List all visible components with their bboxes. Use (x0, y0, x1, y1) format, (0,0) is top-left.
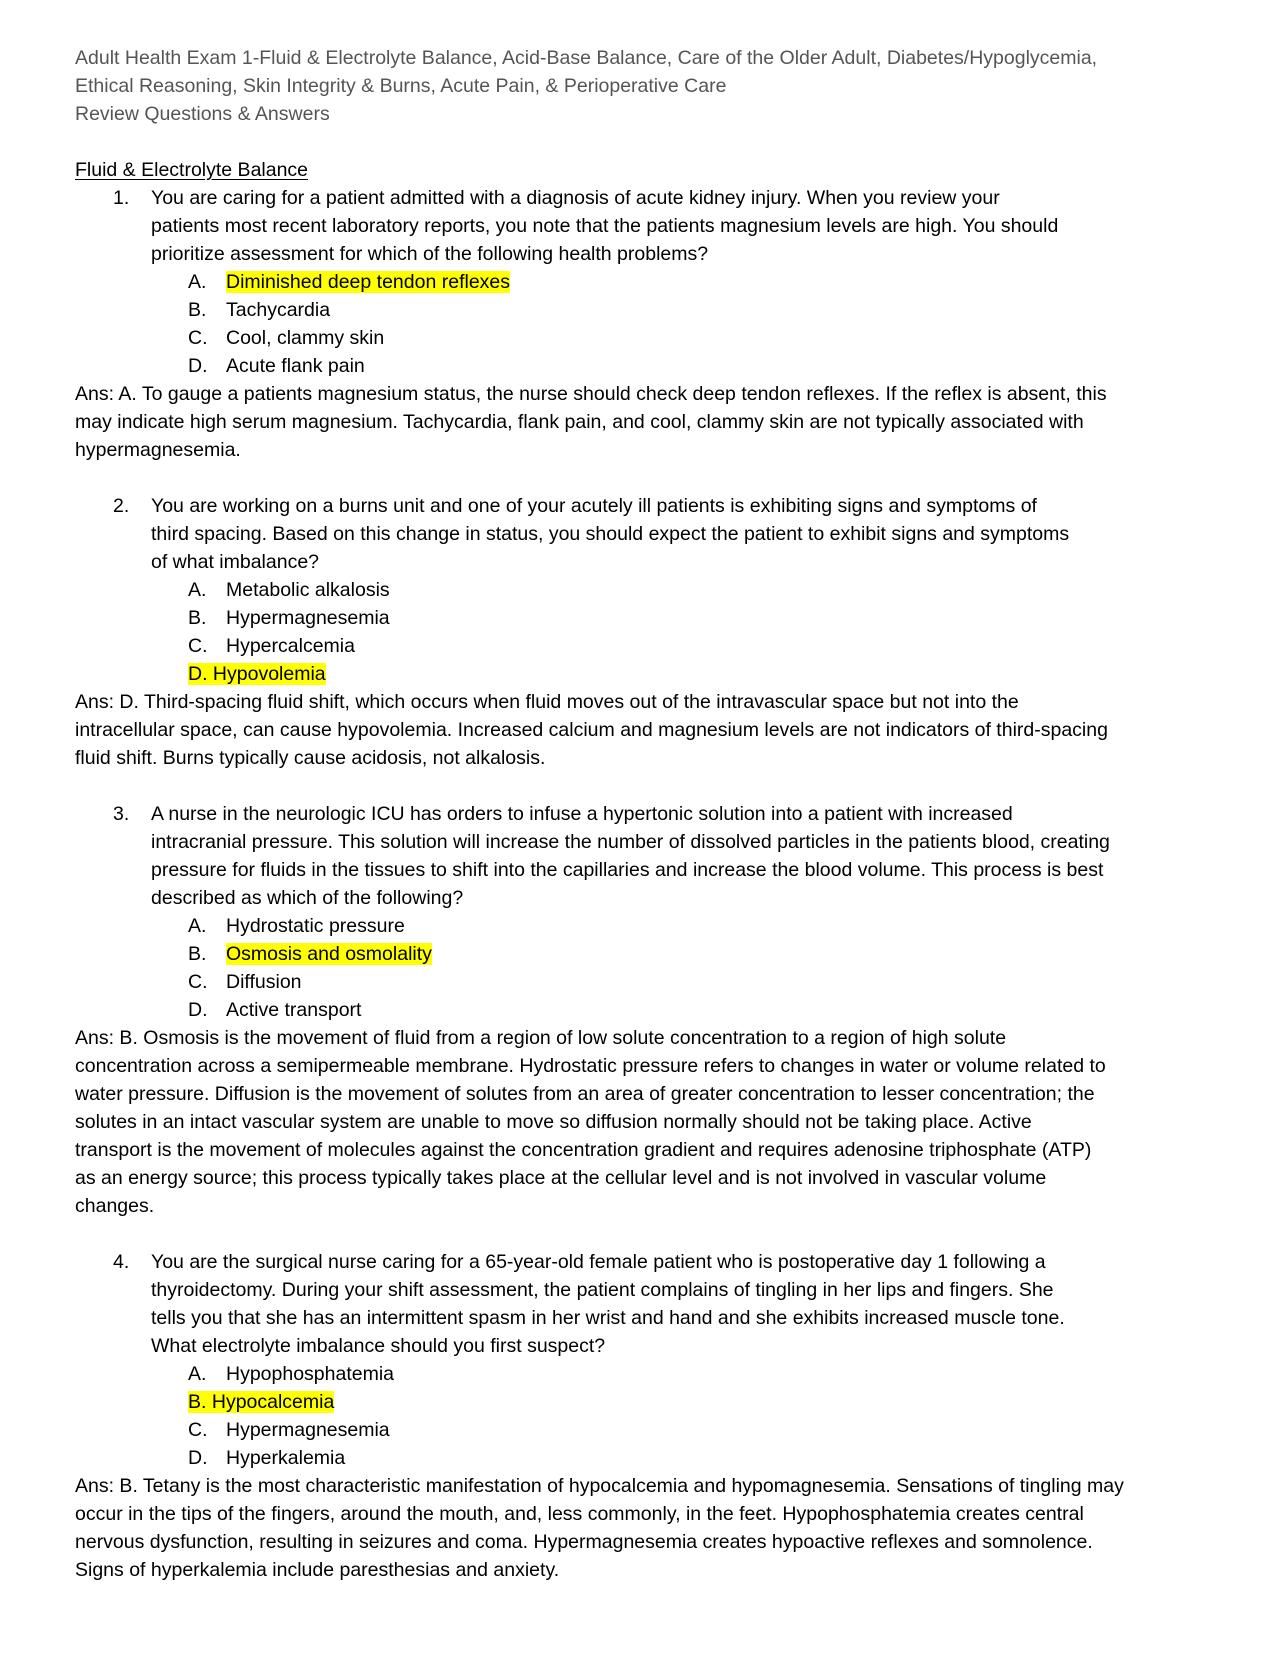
stem-line: prioritize assessment for which of the following health problems? (151, 243, 709, 265)
option-text: Hypophosphatemia (226, 1363, 395, 1385)
stem-line: You are caring for a patient admitted with a diagnosis of acute kidney injury. When you review your (151, 187, 1000, 209)
option-text-highlighted (188, 663, 326, 685)
question-stem (75, 1248, 1205, 1360)
answer-line: Signs of hyperkalemia include paresthesias and anxiety. (75, 1559, 560, 1581)
title-line: Review Questions & Answers (75, 103, 330, 125)
option-a (75, 1360, 1205, 1388)
option-b (75, 604, 1205, 632)
option-text: Acute flank pain (226, 355, 365, 377)
option-text: Hypermagnesemia (226, 1419, 390, 1441)
answer-line: Ans: D. Third-spacing fluid shift, which occurs when fluid moves out of the intravascular space but not into the (75, 691, 1019, 713)
answer-options (75, 268, 1205, 380)
option-letter: D. (188, 999, 208, 1021)
option-d (75, 352, 1205, 380)
option-letter: D. (188, 355, 208, 377)
option-letter: D. (188, 1447, 208, 1469)
option-b (75, 940, 1205, 968)
answer-line: Ans: B. Tetany is the most characteristic manifestation of hypocalcemia and hypomagnesemia. Sensations of tingling may (75, 1475, 1124, 1497)
option-text: Tachycardia (226, 299, 331, 321)
option-letter: B. (188, 299, 207, 321)
title-line: Adult Health Exam 1-Fluid & Electrolyte Balance, Acid-Base Balance, Care of the Older Adult, Diabetes/Hypoglycemia, (75, 47, 1098, 69)
option-letter: A. (188, 271, 207, 293)
option-letter: A. (188, 579, 207, 601)
option-text: Cool, clammy skin (226, 327, 385, 349)
option-c (75, 632, 1205, 660)
stem-line: A nurse in the neurologic ICU has orders to infuse a hypertonic solution into a patient with increased (151, 803, 1013, 825)
option-d (75, 996, 1205, 1024)
title-line: Ethical Reasoning, Skin Integrity & Burns, Acute Pain, & Perioperative Care (75, 75, 727, 97)
stem-line: pressure for fluids in the tissues to shift into the capillaries and increase the blood volume. This process is best (151, 859, 1104, 881)
option-d (75, 1444, 1205, 1472)
question-number: 1. (113, 187, 130, 209)
stem-line: intracranial pressure. This solution will increase the number of dissolved particles in the patients blood, creating (151, 831, 1110, 853)
answer-line: may indicate high serum magnesium. Tachycardia, flank pain, and cool, clammy skin are not typically associated with (75, 411, 1084, 433)
option-letter: A. (188, 915, 207, 937)
answer-line: Ans: A. To gauge a patients magnesium status, the nurse should check deep tendon reflexes. If the reflex is absent, this (75, 383, 1107, 405)
option-text: Hypovolemia (212, 663, 326, 685)
question-stem (75, 800, 1205, 912)
answer-line: as an energy source; this process typically takes place at the cellular level and is not involved in vascular volume (75, 1167, 1047, 1189)
stem-line: third spacing. Based on this change in status, you should expect the patient to exhibit signs and symptoms (151, 523, 1070, 545)
question-number: 4. (113, 1251, 130, 1273)
answer-line: hypermagnesemia. (75, 439, 241, 461)
question-3 (75, 800, 1205, 1220)
option-c (75, 324, 1205, 352)
option-letter: A. (188, 1363, 207, 1385)
option-letter: C. (188, 635, 208, 657)
option-text: Active transport (226, 999, 362, 1021)
answer-explanation (75, 1472, 1205, 1584)
answer-line: Ans: B. Osmosis is the movement of fluid from a region of low solute concentration to a region of high solute (75, 1027, 1007, 1049)
answer-options (75, 1360, 1205, 1472)
option-c (75, 968, 1205, 996)
option-a (75, 912, 1205, 940)
question-4 (75, 1248, 1205, 1584)
answer-line: intracellular space, can cause hypovolemia. Increased calcium and magnesium levels are not indicators of third-spacing (75, 719, 1108, 741)
option-a (75, 268, 1205, 296)
question-stem (75, 492, 1205, 576)
option-d (75, 660, 1205, 688)
stem-line: of what imbalance? (151, 551, 320, 573)
question-stem (75, 184, 1205, 268)
section-heading: Fluid & Electrolyte Balance (75, 159, 309, 181)
answer-line: transport is the movement of molecules against the concentration gradient and requires adenosine triphosphate (ATP) (75, 1139, 1092, 1161)
option-b (75, 296, 1205, 324)
stem-line: tells you that she has an intermittent spasm in her wrist and hand and she exhibits increased muscle tone. (151, 1307, 1065, 1329)
option-text: Diffusion (226, 971, 302, 993)
stem-line: patients most recent laboratory reports, you note that the patients magnesium levels are high. You should (151, 215, 1059, 237)
option-letter: B. (188, 607, 207, 629)
option-text: Hyperkalemia (226, 1447, 346, 1469)
option-text: Metabolic alkalosis (226, 579, 390, 601)
option-letter: C. (188, 971, 208, 993)
question-number: 2. (113, 495, 130, 517)
option-letter: C. (188, 327, 208, 349)
option-letter: B. (188, 1391, 207, 1413)
answer-line: concentration across a semipermeable membrane. Hydrostatic pressure refers to changes in water or volume related to (75, 1055, 1106, 1077)
answer-options (75, 576, 1205, 688)
answer-line: water pressure. Diffusion is the movement of solutes from an area of greater concentration to lesser concentration; the (75, 1083, 1095, 1105)
stem-line: You are working on a burns unit and one of your acutely ill patients is exhibiting signs and symptoms of (151, 495, 1037, 517)
option-text-highlighted: Diminished deep tendon reflexes (226, 271, 511, 293)
stem-line: You are the surgical nurse caring for a 65-year-old female patient who is postoperative day 1 following a (151, 1251, 1046, 1273)
document-title (75, 44, 1205, 128)
answer-line: fluid shift. Burns typically cause acidosis, not alkalosis. (75, 747, 546, 769)
option-letter: D. (188, 663, 208, 685)
option-c (75, 1416, 1205, 1444)
answer-line: solutes in an intact vascular system are unable to move so diffusion normally should not be taking place. Active (75, 1111, 1032, 1133)
option-text: Hypercalcemia (226, 635, 355, 657)
answer-explanation (75, 1024, 1205, 1220)
answer-explanation (75, 688, 1205, 772)
option-b (75, 1388, 1205, 1416)
option-a (75, 576, 1205, 604)
answer-line: occur in the tips of the fingers, around the mouth, and, less commonly, in the feet. Hypophosphatemia creates central (75, 1503, 1084, 1525)
answer-line: changes. (75, 1195, 155, 1217)
stem-line: described as which of the following? (151, 887, 464, 909)
option-text: Hypocalcemia (211, 1391, 335, 1413)
question-number: 3. (113, 803, 130, 825)
answer-explanation (75, 380, 1205, 464)
option-text-highlighted (188, 1391, 334, 1413)
option-letter: C. (188, 1419, 208, 1441)
stem-line: thyroidectomy. During your shift assessment, the patient complains of tingling in her lips and fingers. She (151, 1279, 1054, 1301)
question-2 (75, 492, 1205, 772)
option-text-highlighted: Osmosis and osmolality (226, 943, 432, 965)
question-1 (75, 184, 1205, 464)
answer-line: nervous dysfunction, resulting in seizures and coma. Hypermagnesemia creates hypoactive reflexes and somnolence. (75, 1531, 1093, 1553)
answer-options (75, 912, 1205, 1024)
option-text: Hypermagnesemia (226, 607, 390, 629)
stem-line: What electrolyte imbalance should you first suspect? (151, 1335, 606, 1357)
option-text: Hydrostatic pressure (226, 915, 405, 937)
option-letter: B. (188, 943, 207, 965)
document-page (75, 44, 1205, 1584)
